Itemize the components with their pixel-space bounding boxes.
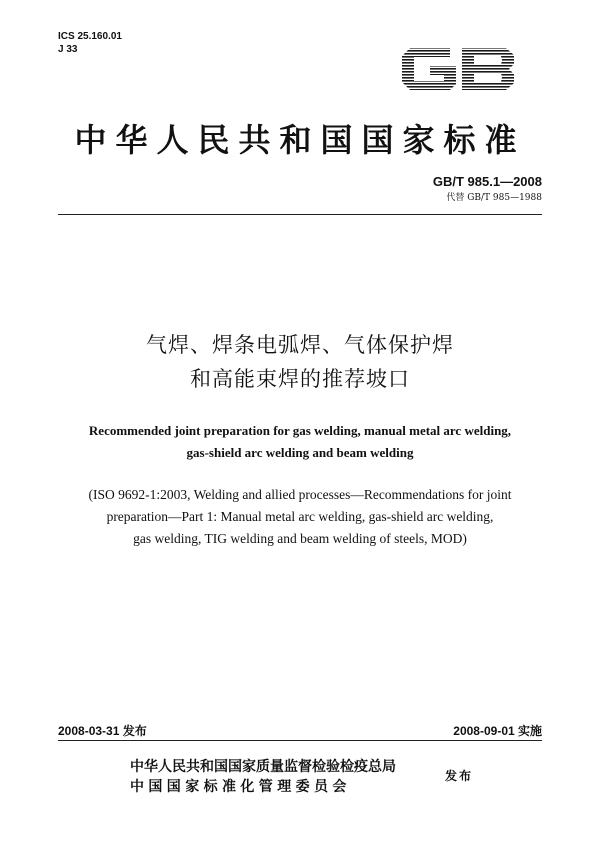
- iso-reference: [40, 484, 560, 550]
- ics-code: ICS 25.160.01: [58, 31, 122, 42]
- english-title-line-2: gas-shield arc welding and beam welding: [186, 445, 414, 460]
- footer-divider: [58, 740, 542, 741]
- english-title-line-1: Recommended joint preparation for gas welding, manual metal arc welding,: [88, 423, 512, 438]
- iso-reference-line-1: (ISO 9692-1:2003, Welding and allied processes—Recommendations for joint: [88, 487, 512, 502]
- chinese-title-line-1: 气焊、焊条电弧焊、气体保护焊: [146, 333, 454, 357]
- classification-codes: [58, 30, 122, 56]
- iso-reference-line-3: gas welding, TIG welding and beam welding of steels, MOD): [133, 531, 467, 546]
- implementation-date: 2008-09-01 实施: [453, 724, 542, 738]
- issuing-authorities: [130, 757, 396, 797]
- issuer-sac: 中国国家标准化管理委员会: [130, 779, 351, 795]
- issuer-aqsiq: 中华人民共和国国家质量监督检验检疫总局: [130, 759, 396, 775]
- issue-date: 2008-03-31 发布: [58, 724, 147, 738]
- gb-logo: [398, 38, 520, 100]
- chinese-title: [0, 328, 600, 396]
- standard-number: GB/T 985.1—2008: [432, 174, 542, 189]
- standard-title: 中华人民共和国国家标准: [74, 121, 526, 159]
- standard-code-block: [433, 174, 542, 203]
- ccs-code: J 33: [58, 44, 78, 55]
- english-title: [40, 420, 560, 464]
- gb-logo-b: [462, 48, 514, 90]
- release-label: 发布: [445, 769, 474, 783]
- iso-reference-line-2: preparation—Part 1: Manual metal arc welding, gas-shield arc welding,: [106, 509, 494, 524]
- replaces-standard: 代替 GB/T 985—1988: [446, 193, 542, 203]
- chinese-title-line-2: 和高能束焊的推荐坡口: [190, 367, 410, 391]
- gb-logo-g: [402, 48, 456, 90]
- header-divider: [58, 214, 542, 215]
